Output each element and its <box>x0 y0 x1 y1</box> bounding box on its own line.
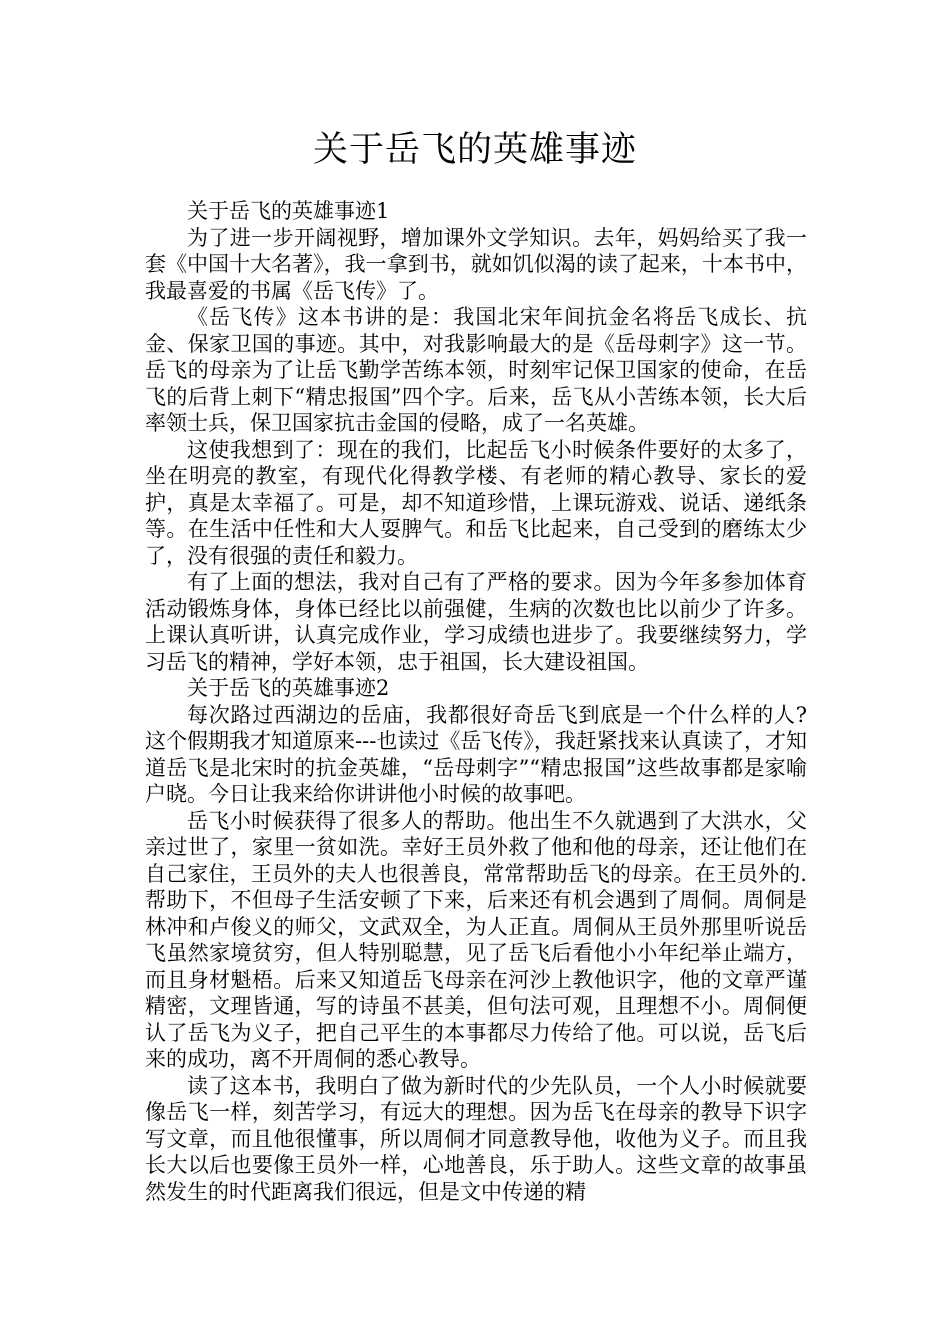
paragraph: 为了进一步开阔视野，增加课外文学知识。去年，妈妈给买了我一套《中国十大名著》，我一拿到书，就如饥似渴的读了起来，十本书中，我最喜爱的书属《岳飞传》了。 <box>145 225 807 303</box>
document-body <box>145 198 807 1205</box>
paragraph: 每次路过西湖边的岳庙，我都很好奇岳飞到底是一个什么样的人?这个假期我才知道原来---也读过《岳飞传》，我赶紧找来认真读了，才知道岳飞是北宋时的抗金英雄，“岳母刺字”“精忠报国”这些故事都是家喻户晓。今日让我来给你讲讲他小时候的故事吧。 <box>145 702 807 806</box>
paragraph: 读了这本书，我明白了做为新时代的少先队员，一个人小时候就要像岳飞一样，刻苦学习，有远大的理想。因为岳飞在母亲的教导下识字写文章，而且他很懂事，所以周侗才同意教导他，收他为义子。而且我长大以后也要像王员外一样，心地善良，乐于助人。这些文章的故事虽然发生的时代距离我们很远，但是文中传递的精 <box>145 1073 807 1204</box>
paragraph-heading-2: 关于岳飞的英雄事迹2 <box>187 676 390 700</box>
document-title: 关于岳飞的英雄事迹 <box>312 130 637 170</box>
paragraph-heading-1: 关于岳飞的英雄事迹1 <box>187 199 390 223</box>
paragraph: 岳飞小时候获得了很多人的帮助。他出生不久就遇到了大洪水，父亲过世了，家里一贫如洗。幸好王员外救了他和他的母亲，还让他们在自己家住，王员外的夫人也很善良，常常帮助岳飞的母亲。在王员外的.帮助下，不但母子生活安顿了下来，后来还有机会遇到了周侗。周侗是林冲和卢俊义的师父，文武双全，为人正直。周侗从王员外那里听说岳飞虽然家境贫穷，但人特别聪慧，见了岳飞后看他小小年纪举止端方，而且身材魁梧。后来又知道岳飞母亲在河沙上教他识字，他的文章严谨精密，文理皆通，写的诗虽不甚美，但句法可观，且理想不小。周侗便认了岳飞为义子，把自己平生的本事都尽力传给了他。可以说，岳飞后来的成功，离不开周侗的悉心教导。 <box>145 808 807 1071</box>
paragraph: 有了上面的想法，我对自己有了严格的要求。因为今年多参加体育活动锻炼身体，身体已经比以前强健，生病的次数也比以前少了许多。上课认真听讲，认真完成作业，学习成绩也进步了。我要继续努力，学习岳飞的精神，学好本领，忠于祖国，长大建设祖国。 <box>145 570 807 674</box>
paragraph: 《岳飞传》这本书讲的是：我国北宋年间抗金名将岳飞成长、抗金、保家卫国的事迹。其中，对我影响最大的是《岳母刺字》这一节。岳飞的母亲为了让岳飞勤学苦练本领，时刻牢记保卫国家的使命，在岳飞的后背上刺下“精忠报国”四个字。后来，岳飞从小苦练本领，长大后率领士兵，保卫国家抗击金国的侵略，成了一名英雄。 <box>145 305 807 435</box>
paragraph: 这使我想到了：现在的我们，比起岳飞小时候条件要好的太多了，坐在明亮的教室，有现代化得教学楼、有老师的精心教导、家长的爱护，真是太幸福了。可是，却不知道珍惜，上课玩游戏、说话、递纸条等。在生活中任性和大人耍脾气。和岳飞比起来，自己受到的磨练太少了，没有很强的责任和毅力。 <box>145 437 807 568</box>
